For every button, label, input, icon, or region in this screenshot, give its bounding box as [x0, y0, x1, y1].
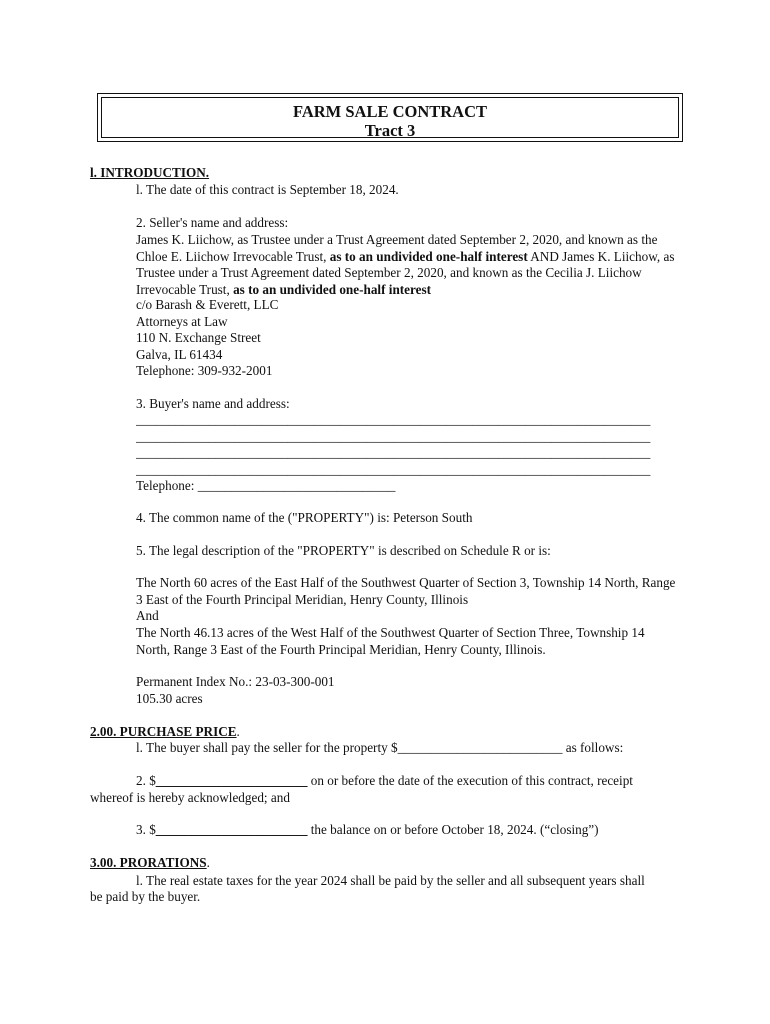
balance-blank: _______________________ [155, 822, 308, 837]
address-line: Galva, IL 61434 [136, 346, 223, 362]
section-2-period: . [236, 724, 240, 739]
section-3-period: . [206, 855, 210, 870]
seller-text-1: James K. Liichow, as Trustee under a Trust Agreement dated September 2, 2020, and known as the Chloe E. Liichow Irrevocable Trust, [136, 232, 658, 264]
seller-label: 2. Seller's name and address: [136, 215, 289, 230]
earnest-money-continuation: whereof is hereby acknowledged; and [90, 790, 290, 805]
section-3-title: 3.00. PRORATIONS [90, 855, 207, 870]
purchase-price-paragraph: l. The buyer shall pay the seller for the property $_________________________ as follows: [136, 740, 624, 755]
common-name-paragraph: 4. The common name of the ("PROPERTY") is: Peterson South [136, 510, 473, 525]
buyer-blank-line: ______________________________________________________________________________ [136, 412, 651, 427]
earnest-text: on or before the date of the execution of this contract, receipt [307, 773, 633, 788]
legal-description-label: 5. The legal description of the "PROPERTY" is described on Schedule R or is: [136, 543, 551, 558]
balance-paragraph [136, 822, 599, 839]
intro-date-paragraph: l. The date of this contract is September 18, 2024. [136, 182, 399, 197]
buyer-telephone: Telephone: ______________________________ [136, 478, 396, 493]
address-line: Telephone: 309-932-2001 [136, 363, 273, 378]
legal-description-1: The North 60 acres of the East Half of the Southwest Quarter of Section 3, Township 14 North, Range 3 East of the Fourth Principal Meridian, Henry County, Illinois [136, 575, 676, 607]
document-title: FARM SALE CONTRACT [292, 102, 488, 121]
permanent-index-number: Permanent Index No.: 23-03-300-001 [136, 674, 335, 689]
legal-description-2: The North 46.13 acres of the West Half of the Southwest Quarter of Section Three, Township 14 North, Range 3 East of the Fourth Principal Meridian, Henry County, Illinois. [136, 625, 645, 657]
seller-text-2: AND James K. Liichow, as Trustee under a Trust Agreement dated September 2, 2020, and known as the Cecilia J. Liichow Irrevocable Trust, [136, 248, 675, 297]
address-line: Attorneys at Law [136, 313, 228, 329]
seller-address-block [136, 297, 278, 380]
document-subtitle: Tract 3 [364, 121, 416, 140]
seller-interest-2: as to an undivided one-half interest [233, 281, 432, 297]
buyer-label: 3. Buyer's name and address: [136, 396, 290, 411]
legal-description-and: And [136, 608, 159, 623]
section-1-heading: l. INTRODUCTION. [90, 165, 210, 180]
balance-label: 3. $ [136, 822, 156, 837]
buyer-blank-line: ______________________________________________________________________________ [136, 445, 651, 460]
section-3-heading [90, 855, 210, 872]
address-line: 110 N. Exchange Street [136, 330, 261, 345]
buyer-blank-line: ______________________________________________________________________________ [136, 428, 651, 444]
buyer-blank-lines [136, 412, 676, 478]
earnest-label: 2. $ [136, 773, 156, 788]
seller-interest-1: as to an undivided one-half interest [329, 248, 528, 264]
prorations-continuation: be paid by the buyer. [90, 889, 201, 904]
earnest-money-paragraph [136, 773, 633, 790]
title-inner-border [101, 97, 679, 138]
seller-name-paragraph [136, 232, 676, 298]
balance-text: the balance on or before October 18, 2024. (“closing”) [307, 822, 599, 837]
earnest-blank: _______________________ [155, 773, 308, 788]
address-line: c/o Barash & Everett, LLC [136, 297, 279, 312]
buyer-blank-line: ______________________________________________________________________________ [136, 461, 651, 477]
acreage: 105.30 acres [136, 691, 203, 706]
section-2-title: 2.00. PURCHASE PRICE [90, 724, 237, 739]
prorations-paragraph: l. The real estate taxes for the year 2024 shall be paid by the seller and all subsequent years shall [136, 873, 645, 888]
title-box [97, 93, 683, 142]
section-2-heading [90, 724, 240, 741]
